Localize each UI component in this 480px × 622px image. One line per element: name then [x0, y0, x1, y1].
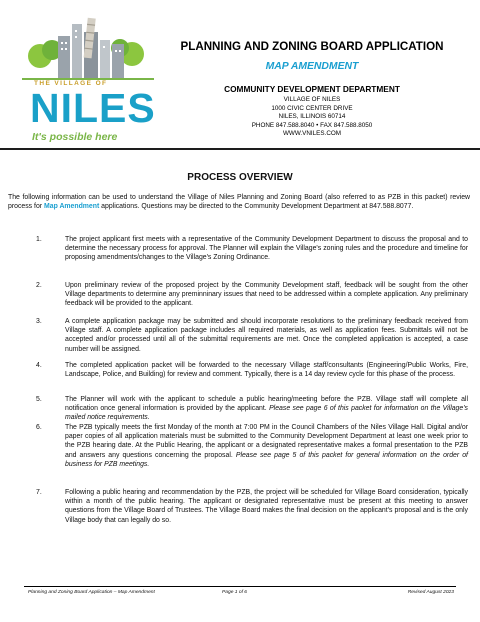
village-logo — [22, 14, 156, 143]
page-subtitle: MAP AMENDMENT — [265, 61, 359, 72]
footer-title: Planning and Zoning Board Application – Map Amendment — [28, 590, 155, 595]
step-text: The PZB typically meets the first Monday of the month at 7:00 PM in the Council Chambers of the Niles Village Hall. Digital and/or paper copies of all application materials must be submitted to the Community Development Department at least one week prior to the PZB hearing date. At the Public Hearing, the applicant or a designated representative makes a formal presentation to the PZB and answers any questions concerning the proposal. Please see page 5 of this packet for general information on the order of business for PZB meetings. — [65, 424, 468, 468]
logo-tagline: It's possible here — [32, 131, 118, 143]
step-number: 2. — [36, 282, 42, 289]
intro-text: The following information can be used to understand the Village of Niles Planning and Zoning Board (also referred to as PZB in this packet) review process for — [8, 194, 470, 211]
page-number: Page 1 of 6 — [222, 590, 248, 595]
address-line: PHONE 847.588.8040 • FAX 847.588.8050 — [251, 121, 373, 129]
logo-name: NILES — [30, 85, 156, 131]
step-text: The project applicant first meets with a representative of the Community Development Department to discuss the proposal and to determine the necessary process for approval. The Planner will explain the Village's zoning rules and the procedure and timeline for proposing amendments/changes to the Village's Zoning Ordinance. — [65, 236, 468, 262]
address-line: NILES, ILLINOIS 60714 — [278, 113, 346, 120]
step-note: Please see page 6 of this packet for information on the Village's mailed notice requirements. — [65, 405, 468, 422]
intro-text: applications. Questions may be directed to the Community Development Department at 847.588.8077. — [99, 203, 414, 211]
step-number: 4. — [36, 362, 42, 369]
step-text: Following a public hearing and recommendation by the PZB, the project will be scheduled for Village Board consideration, typically within a month of the public hearing. The applicant or designated representative must be present at this meeting to answer questions from the Village Board of Trustees. The Village Board makes the final decision on the applicant's proposal and is the only Village body that can legally do so. — [65, 489, 468, 524]
footer-divider — [24, 586, 456, 587]
step-number: 5. — [36, 396, 42, 403]
department-name: COMMUNITY DEVELOPMENT DEPARTMENT — [224, 84, 400, 94]
step-number: 6. — [36, 424, 42, 431]
intro-highlight: Map Amendment — [44, 203, 100, 211]
step-note: Please see page 5 of this packet for general information on the order of business for PZB meetings. — [65, 451, 468, 468]
step-text: A complete application package may be submitted and should incorporate resolutions to the preliminary feedback received from Village staff. A complete application package includes all required materials, as well as application fees. Submittals will not be accepted and/or processed until all of the submittal requirements are met. Once the completed application is accepted, a case number will be assigned. — [65, 318, 468, 353]
divider — [0, 148, 480, 150]
step-text: The Planner will work with the applicant to schedule a public hearing/meeting before the PZB. Village staff will complete all notification once general information is provided by the applicant. Please see page 6 of this packet for information on the Village's mailed notice requirements. — [65, 396, 468, 422]
revision-date: Revised August 2023 — [407, 590, 454, 595]
intro-paragraph — [8, 193, 470, 212]
step-number: 7. — [36, 489, 42, 496]
address-line: VILLAGE OF NILES — [283, 96, 341, 103]
logo-village-text: THE VILLAGE OF — [34, 80, 108, 87]
website-link[interactable]: WWW.VNILES.COM — [282, 130, 342, 137]
page-title: PLANNING AND ZONING BOARD APPLICATION — [180, 40, 444, 53]
step-number: 3. — [36, 318, 42, 325]
step-number: 1. — [36, 236, 42, 243]
skyline-icon — [22, 14, 154, 84]
step-text: The completed application packet will be forwarded to the necessary Village staff/consultants (Engineering/Public Works, Fire, Landscape, Police, and Building) for review and comment. Typically, there is a 14 day review cycle for this phase of the process. — [65, 362, 468, 379]
step-text: Upon preliminary review of the proposed project by the Community Development staff, feedback will be sought from the other Village departments to determine any preminninary issues that need to be addressed within a complete application. Any preliminary feedback will be provided to the applicant. — [65, 282, 468, 308]
address-line: 1000 CIVIC CENTER DRIVE — [271, 104, 353, 112]
section-title: PROCESS OVERVIEW — [187, 172, 293, 183]
